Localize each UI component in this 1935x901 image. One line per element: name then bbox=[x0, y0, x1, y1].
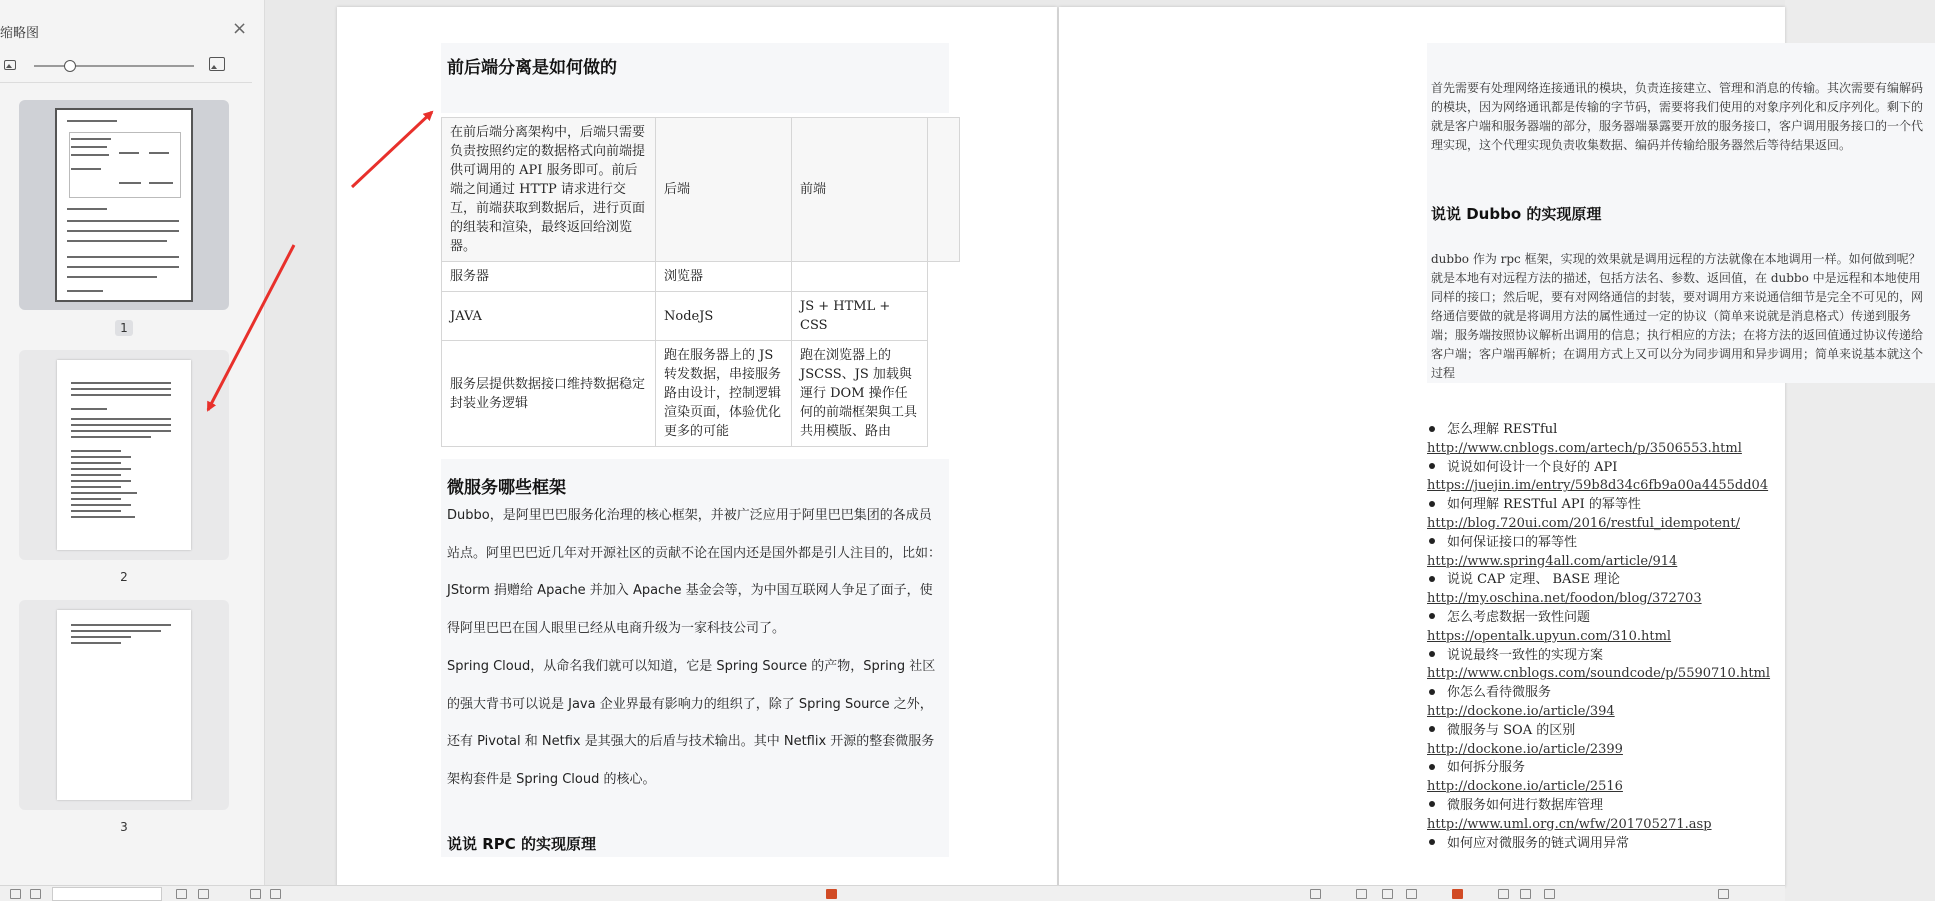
document-viewport[interactable] bbox=[265, 0, 1924, 885]
reference-link[interactable]: http://www.uml.org.cn/wfw/201705271.asp bbox=[1427, 816, 1712, 832]
table-row bbox=[442, 262, 960, 292]
table-cell: JS + HTML + CSS bbox=[792, 292, 928, 341]
reference-link[interactable]: http://dockone.io/article/394 bbox=[1427, 703, 1615, 719]
bullet bbox=[1429, 764, 1435, 770]
bullet bbox=[1429, 501, 1435, 507]
page-left bbox=[337, 7, 1057, 887]
list-item: 微服务与 SOA 的区别 http://dockone.io/article/2399 bbox=[1427, 722, 1827, 760]
close-icon[interactable]: × bbox=[232, 18, 248, 39]
table-cell bbox=[928, 118, 960, 262]
table-cell: 在前后端分离架构中，后端只需要负责按照约定的数据格式向前端提供可调用的 API 服务即可。前后端之间通过 HTTP 请求进行交互，前端获取到数据后，进行页面的组装和渲染，最终返回给浏览器。 bbox=[442, 118, 656, 262]
list-item: 说说 CAP 定理、 BASE 理论 http://my.oschina.net/foodon/blog/372703 bbox=[1427, 571, 1827, 609]
paragraph-spring-cloud: Spring Cloud，从命名我们就可以知道，它是 Spring Source 的产物，Spring 社区的强大背书可以说是 Java 企业界最有影响力的组织了，除了 Spring Source 之外，还有 Pivotal 和 Netfix 是其强大的后盾与技术输出。其中 Netflix 开源的整套微服务架构套件是 Spring Cloud 的核心。 bbox=[447, 659, 936, 787]
bullet bbox=[1429, 538, 1435, 544]
table-row bbox=[442, 341, 960, 447]
status-bar bbox=[0, 885, 1785, 901]
fit-page-icon[interactable] bbox=[1498, 889, 1509, 899]
pdf-tool-icon[interactable] bbox=[1452, 889, 1463, 899]
reference-link[interactable]: http://my.oschina.net/foodon/blog/372703 bbox=[1427, 591, 1702, 607]
table-row bbox=[442, 292, 960, 341]
two-page-view-icon[interactable] bbox=[1406, 889, 1417, 899]
heading-frontend-backend: 前后端分离是如何做的 bbox=[447, 58, 617, 78]
bullet bbox=[1429, 463, 1435, 469]
list-item: 如何理解 RESTful API 的幂等性 http://blog.720ui.com/2016/restful_idempotent/ bbox=[1427, 496, 1827, 534]
table-cell: JAVA bbox=[442, 292, 656, 341]
tools-icon[interactable] bbox=[1310, 889, 1321, 899]
bullet bbox=[1429, 651, 1435, 657]
fit-width-icon[interactable] bbox=[1520, 889, 1531, 899]
table-row bbox=[442, 118, 960, 262]
thumbnail-label: 2 bbox=[120, 570, 128, 584]
table-cell: 跑在服务器上的 JS 转发数据，串接服务路由设计，控制逻辑渲染页面，体验优化更多的可能 bbox=[656, 341, 792, 447]
thumbnail-size-slider[interactable] bbox=[34, 65, 194, 67]
paragraph-dubbo: Dubbo，是阿里巴巴服务化治理的核心框架，并被广泛应用于阿里巴巴集团的各成员站点。阿里巴巴近几年对开源社区的贡献不论在国内还是国外都是引人注目的，比如：JStorm 捐赠给 Apache 并加入 Apache 基金会等，为中国互联网人争足了面子，使得阿里巴巴在国人眼里已经从电商升级为一家科技公司了。 bbox=[447, 508, 942, 636]
fullscreen-icon[interactable] bbox=[1544, 889, 1555, 899]
page-number-input[interactable] bbox=[52, 887, 162, 901]
rotate-icon[interactable] bbox=[250, 889, 261, 899]
list-item: 如何拆分服务 http://dockone.io/article/2516 bbox=[1427, 759, 1827, 797]
image-small-icon[interactable] bbox=[4, 60, 16, 70]
list-item: 如何应对微服务的链式调用异常 bbox=[1427, 835, 1827, 854]
list-item: 如何保证接口的幂等性 http://www.spring4all.com/article/914 bbox=[1427, 534, 1827, 572]
bullet bbox=[1429, 426, 1435, 432]
heading-microservice-frameworks: 微服务哪些框架 bbox=[447, 478, 566, 498]
list-item: 你怎么看待微服务 http://dockone.io/article/394 bbox=[1427, 684, 1827, 722]
prev-page-icon[interactable] bbox=[30, 889, 41, 899]
thumbnail-page-2[interactable] bbox=[19, 350, 229, 560]
reference-link[interactable]: http://blog.720ui.com/2016/restful_idempotent/ bbox=[1427, 515, 1740, 531]
thumbnail-sidebar bbox=[0, 0, 265, 885]
table-cell: NodeJS bbox=[656, 292, 792, 341]
single-page-view-icon[interactable] bbox=[1356, 889, 1367, 899]
thumbnail-label: 3 bbox=[120, 820, 128, 834]
next-page-icon[interactable] bbox=[176, 889, 187, 899]
first-page-icon[interactable] bbox=[10, 889, 21, 899]
document-icon[interactable] bbox=[270, 889, 281, 899]
thumbnail-label: 1 bbox=[0, 320, 248, 336]
table-cell: 浏览器 bbox=[656, 262, 792, 292]
paragraph-dubbo-principle: dubbo 作为 rpc 框架，实现的效果就是调用远程的方法就像在本地调用一样。如何做到呢？就是本地有对远程方法的描述，包括方法名、参数、返回值，在 dubbo 中是远程和本地使用同样的接口；然后呢，要有对网络通信的封装，要对调用方来说通信细节是完全不可见的，网络通信要做的就是将调用方法的属性通过一定的协议（简单来说就是消息格式）传递到服务端；服务端按照协议解析出调用的信息；执行相应的方法；在将方法的返回值通过协议传递给客户端；客户端再解析；在调用方式上又可以分为同步调用和异步调用；简单来说基本就这个过程 bbox=[1431, 252, 1924, 380]
heading-dubbo-principle: 说说 Dubbo 的实现原理 bbox=[1431, 205, 1602, 223]
table-cell: 前端 bbox=[792, 118, 928, 262]
zoom-in-icon[interactable] bbox=[1718, 889, 1729, 899]
list-item: 说说最终一致性的实现方案 http://www.cnblogs.com/soundcode/p/5590710.html bbox=[1427, 647, 1827, 685]
reference-link[interactable]: https://juejin.im/entry/59b8d34c6fb9a00a4455dd04 bbox=[1427, 478, 1769, 494]
bullet bbox=[1429, 839, 1435, 845]
table-cell: 后端 bbox=[656, 118, 792, 262]
sidebar-divider bbox=[0, 82, 252, 83]
thumbnail-page-3[interactable] bbox=[19, 600, 229, 810]
table-cell bbox=[792, 262, 928, 292]
table-cell: 跑在浏览器上的 JSCSS、JS 加载與運行 DOM 操作任何的前端框架與工具共用模版、路由 bbox=[792, 341, 928, 447]
continuous-view-icon[interactable] bbox=[1382, 889, 1393, 899]
bullet bbox=[1429, 613, 1435, 619]
list-item: 说说如何设计一个良好的 API https://juejin.im/entry/59b8d34c6fb9a00a4455dd04 bbox=[1427, 459, 1827, 497]
reference-link[interactable]: http://dockone.io/article/2516 bbox=[1427, 779, 1623, 795]
reference-link[interactable]: https://opentalk.upyun.com/310.html bbox=[1427, 628, 1672, 644]
comparison-table bbox=[441, 117, 960, 447]
bullet bbox=[1429, 801, 1435, 807]
reference-link[interactable]: http://www.cnblogs.com/artech/p/3506553.html bbox=[1427, 440, 1742, 456]
sidebar-title: 缩略图 bbox=[0, 26, 40, 41]
list-item: 怎么考虑数据一致性问题 https://opentalk.upyun.com/310.html bbox=[1427, 609, 1827, 647]
reference-link[interactable]: http://www.cnblogs.com/soundcode/p/5590710.html bbox=[1427, 666, 1771, 682]
thumbnail-page-1[interactable] bbox=[19, 100, 229, 310]
thumbnail-zoom-toolbar bbox=[0, 54, 265, 80]
image-large-icon[interactable] bbox=[209, 57, 225, 71]
last-page-icon[interactable] bbox=[198, 889, 209, 899]
thumbnail-preview bbox=[57, 360, 191, 550]
list-item: 微服务如何进行数据库管理 http://www.uml.org.cn/wfw/201705271.asp bbox=[1427, 797, 1827, 835]
reference-link[interactable]: http://www.spring4all.com/article/914 bbox=[1427, 553, 1678, 569]
table-cell: 服务器 bbox=[442, 262, 656, 292]
list-item: 怎么理解 RESTful http://www.cnblogs.com/artech/p/3506553.html bbox=[1427, 421, 1827, 459]
bullet bbox=[1429, 689, 1435, 695]
reference-list bbox=[1427, 421, 1827, 853]
bullet bbox=[1429, 726, 1435, 732]
thumbnail-preview bbox=[57, 110, 191, 300]
thumbnail-preview bbox=[57, 610, 191, 800]
slider-knob[interactable] bbox=[64, 60, 76, 72]
page-right bbox=[1059, 7, 1924, 887]
reference-link[interactable]: http://dockone.io/article/2399 bbox=[1427, 741, 1623, 757]
bullet bbox=[1429, 576, 1435, 582]
paragraph-rpc-principle: 首先需要有处理网络连接通讯的模块，负责连接建立、管理和消息的传输。其次需要有编解码的模块，因为网络通讯都是传输的字节码，需要将我们使用的对象序列化和反序列化。剩下的就是客户端和服务器端的部分，服务器端暴露要开放的服务接口，客户调用服务接口的一个代理实现，这个代理实现负责收集数据、编码并传输给服务器然后等待结果返回。 bbox=[1431, 81, 1924, 152]
table-cell: 服务层提供数据接口维持数据稳定封装业务逻辑 bbox=[442, 341, 656, 447]
heading-rpc: 说说 RPC 的实现原理 bbox=[447, 835, 596, 853]
app-icon[interactable] bbox=[826, 889, 837, 899]
